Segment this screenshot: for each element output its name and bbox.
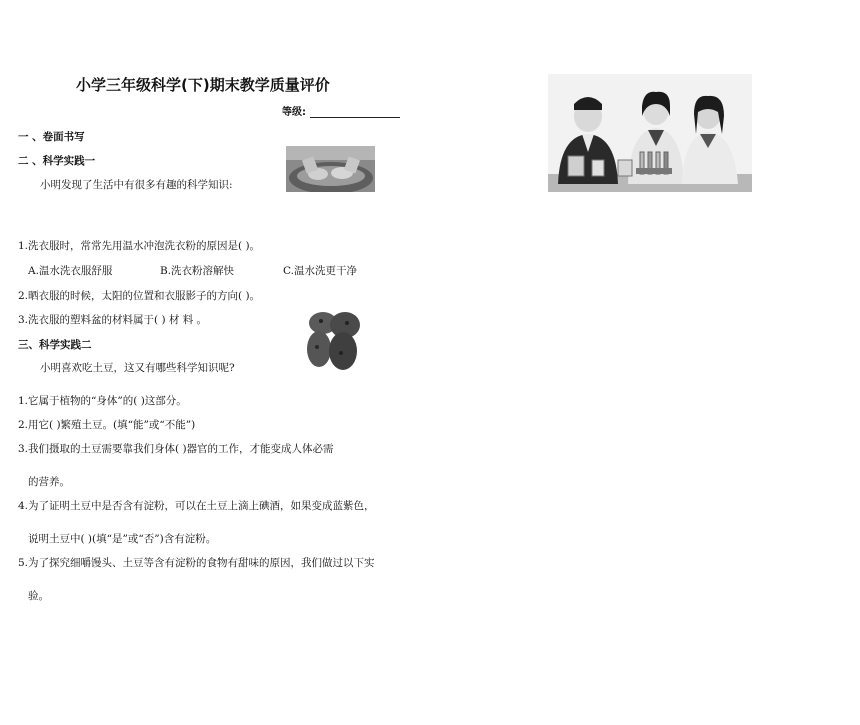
section-2-heading: 二 、科学实践一: [18, 155, 96, 167]
grade-field: [282, 103, 400, 118]
grade-label: 等级:: [282, 107, 306, 118]
part-1: 1.它属于植物的“身体”的( )这部分。: [18, 395, 187, 407]
option-c: C.温水洗更干净: [283, 265, 357, 277]
intro-text-1: 小明发现了生活中有很多有趣的科学知识:: [40, 179, 233, 191]
page-title: 小学三年级科学(下)期末教学质量评价: [76, 76, 330, 94]
option-a: A.温水洗衣服舒服: [28, 265, 113, 277]
hands-washing-photo: [286, 146, 375, 192]
part-4-line-1: 4.为了证明土豆中是否含有淀粉，可以在土豆上滴上碘酒，如果变成蓝紫色，: [18, 500, 375, 512]
grade-blank-line: [310, 117, 400, 118]
intro-text-2: 小明喜欢吃土豆，这又有哪些科学知识呢?: [40, 362, 235, 374]
question-3: 3.洗衣服的塑料盆的材料属于( ) 材 料 。: [18, 314, 208, 326]
children-experiment-photo: [548, 74, 752, 192]
part-3-line-1: 3.我们摄取的土豆需要靠我们身体( )器官的工作，才能变成人体必需: [18, 443, 334, 455]
section-3-heading: 三、科学实践二: [18, 339, 92, 351]
part-5-line-1: 5.为了探究细嚼馒头、土豆等含有淀粉的食物有甜味的原因，我们做过以下实: [18, 557, 375, 569]
potato-photo: [301, 303, 367, 375]
part-2: 2.用它( )繁殖土豆。(填“能”或“不能”): [18, 419, 196, 431]
part-4-line-2: 说明土豆中( )(填“是”或“否”)含有淀粉。: [28, 533, 217, 545]
part-5-line-2: 验。: [28, 590, 49, 602]
section-1-heading: 一 、卷面书写: [18, 131, 85, 143]
question-2: 2.晒衣服的时候，太阳的位置和衣服影子的方向( )。: [18, 290, 261, 302]
part-3-line-2: 的营养。: [28, 476, 70, 488]
question-1: 1.洗衣服时，常常先用温水冲泡洗衣粉的原因是( )。: [18, 240, 261, 252]
option-b: B.洗衣粉溶解快: [160, 265, 235, 277]
